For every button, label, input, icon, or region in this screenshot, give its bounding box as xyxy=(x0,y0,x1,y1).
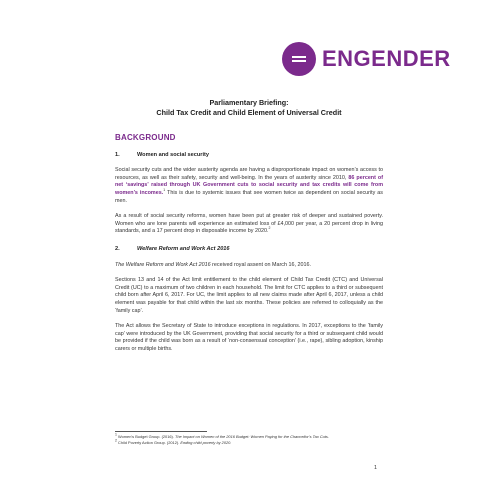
page-number: 1 xyxy=(374,465,377,471)
footnote-2-number: 2 xyxy=(115,438,117,443)
title-line-1: Parliamentary Briefing: xyxy=(209,98,289,107)
section-2-paragraph-2: Sections 13 and 14 of the Act limit entitlement to the child element of Child Tax Credit (CTC) and Universal Credit (UC) to a maximum of two children in each household. The limit for CTC applies to a third or subsequent child born after April 6, 2017. For UC, the limit applies to all new claims made after April 6, 2017, unless a child element was payable for that child within the last six months. These policies are referred to colloquially as the ‘family cap’. xyxy=(115,277,383,314)
footnote-ref-1[interactable]: 1 xyxy=(163,188,166,193)
section-2-title: Welfare Reform and Work Act 2016 xyxy=(137,245,230,252)
section-2-paragraph-3: The Act allows the Secretary of State to introduce exceptions in regulations. In 2017, exceptions to the ‘family cap’ were introduced by the UK Government, providing that social security for a third or subsequent child would be provided if the child was born as a result of ‘non-consensual conception’ (i.e., rape), sibling adoption, kinship carers or multiple births. xyxy=(115,323,383,352)
section-1-heading xyxy=(115,152,383,160)
s1p2-text: As a result of social security reforms, women have been put at greater risk of deeper and sustained poverty. Women who are lone parents will experience an estimated loss of £4,000 per year, a 20 percent drop in living standards, and a 17 percent drop in disposable income by 2020. xyxy=(115,213,383,235)
footnote-ref-2[interactable]: 2 xyxy=(268,226,271,231)
footnote-1-title: The Impact on Women of the 2016 Budget: Women Paying for the Chancellor’s Tax Cuts. xyxy=(175,434,329,439)
title-line-2: Child Tax Credit and Child Element of Universal Credit xyxy=(156,108,342,117)
section-1-title: Women and social security xyxy=(137,151,210,158)
footnote-1-source: Women’s Budget Group. (2016). xyxy=(118,434,174,439)
footnote-2-title: Ending child poverty by 2020. xyxy=(180,439,232,445)
background-heading: BACKGROUND xyxy=(115,133,176,142)
s1p1-text-before: Social security cuts and the wider austerity agenda are having a disproportionate impact on women’s access to resources, as well as their safety, security and well-being. In the years of austerity since 2010, xyxy=(115,167,383,181)
document-body xyxy=(115,134,383,361)
footnote-2-source: Child Poverty Action Group. (2012). xyxy=(118,439,180,445)
s1p1-text-after: This is due to systemic issues that see women twice as dependent on social security as men. xyxy=(115,189,383,204)
s1p1-highlight: 86 percent of net ‘savings’ raised through UK Government cuts to social security and tax credits will come from women’s incomes. xyxy=(115,174,383,196)
s2p1-text: received royal assent on March 16, 2016. xyxy=(212,261,311,268)
equals-logo-icon xyxy=(282,42,316,76)
footnote-divider xyxy=(115,431,207,432)
section-1-number: 1. xyxy=(115,151,120,158)
section-2-paragraph-1 xyxy=(115,262,383,270)
engender-logo xyxy=(282,42,451,76)
footnotes xyxy=(115,434,383,445)
section-2-heading xyxy=(115,246,383,254)
act-name: The Welfare Reform and Work Act 2016 xyxy=(115,261,211,268)
section-2-number: 2. xyxy=(115,245,120,252)
section-1-paragraph-2 xyxy=(115,213,383,236)
section-1-paragraph-1 xyxy=(115,167,383,205)
logo-text: ENGENDER xyxy=(322,46,451,71)
footnote-2 xyxy=(115,440,383,446)
page-title xyxy=(0,98,498,118)
footnote-1-number: 1 xyxy=(115,432,117,437)
